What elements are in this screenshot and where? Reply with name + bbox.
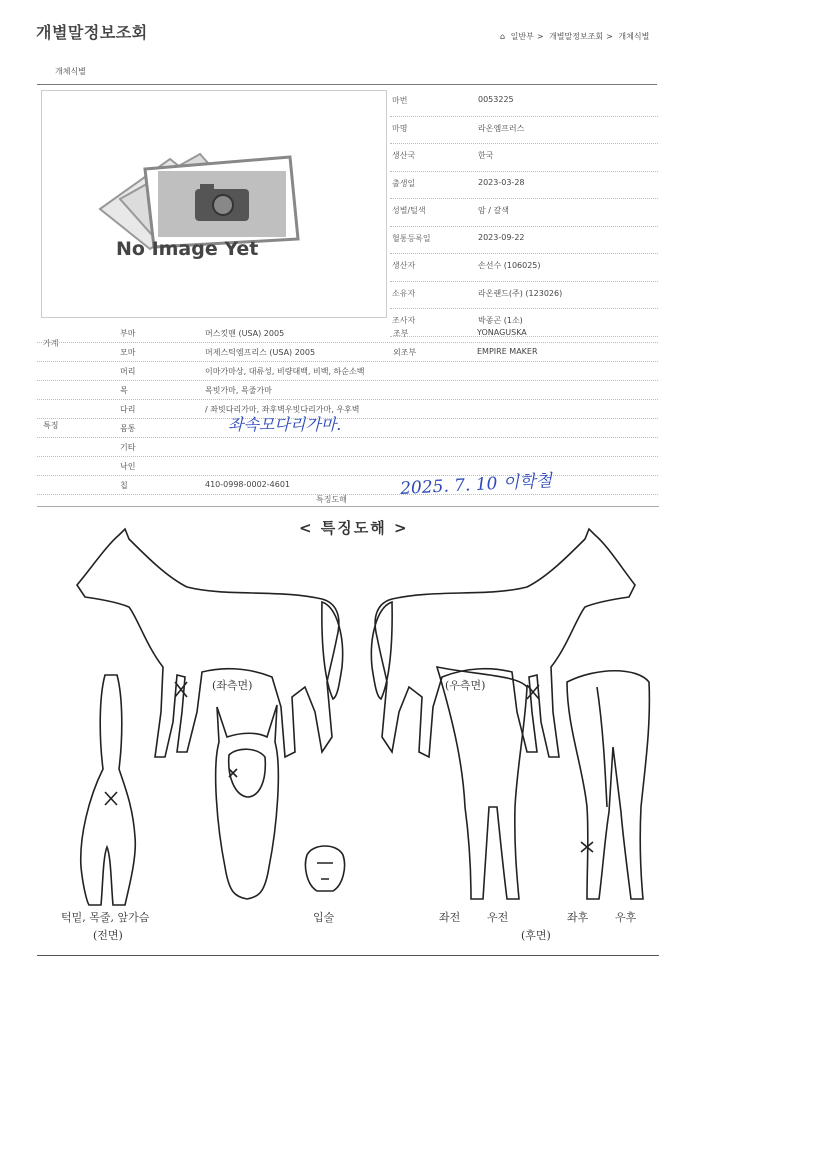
info-label: 출생일 <box>392 178 416 188</box>
page-title: 개별말정보조회 <box>36 23 148 42</box>
handwritten-note: 좌속모다리가마. <box>228 415 342 434</box>
label-left-side: (좌측면) <box>212 679 253 692</box>
muzzle-outline <box>305 846 344 891</box>
info-row <box>390 227 658 255</box>
feature-label: 머리 <box>120 367 136 376</box>
info-label: 소유자 <box>392 288 416 298</box>
horse-info-table <box>390 89 658 337</box>
breadcrumb-item[interactable]: 개별말정보조회 <box>549 32 604 41</box>
info-value: 2023-03-28 <box>478 177 525 187</box>
feature-label: 낙인 <box>120 462 136 471</box>
pedigree-value: 머스킷맨 (USA) 2005 <box>205 329 285 338</box>
pedigree-label: 조부 <box>393 329 409 338</box>
info-value: 암 / 갈색 <box>478 206 509 215</box>
feature-row <box>37 476 658 495</box>
info-label: 마번 <box>392 96 408 105</box>
feature-value: / 좌빗다리가마, 좌후벽우빗다리가마, 우후벽 <box>205 405 360 414</box>
info-label: 생산자 <box>392 261 416 270</box>
feature-row <box>37 419 658 438</box>
diagram-title: < 특징도해 > <box>299 519 409 537</box>
label-front-left: 좌전 <box>439 911 461 924</box>
pedigree-feature-table <box>37 324 658 495</box>
pedigree-row <box>37 343 658 362</box>
info-row <box>390 117 658 145</box>
info-label: 성별/털색 <box>392 206 426 215</box>
feature-value: 410-0998-0002-4601 <box>205 480 291 489</box>
no-image-icon <box>42 91 388 319</box>
label-muzzle: 입술 <box>313 911 335 924</box>
label-front-view: (전면) <box>93 929 123 942</box>
feature-label: 기타 <box>120 443 136 452</box>
feature-label: 칩 <box>120 481 128 490</box>
feature-diagram <box>37 506 659 956</box>
info-row <box>390 254 658 282</box>
horse-photo <box>41 90 387 318</box>
rear-view-outline <box>567 671 649 899</box>
breadcrumb: ⌂ 일반부 > 개별말정보조회 > 개체식별 <box>500 32 650 41</box>
breadcrumb-item[interactable]: 일반부 <box>510 32 534 41</box>
pedigree-value: 머제스틱엠프리스 (USA) 2005 <box>205 348 316 357</box>
info-label: 혈통등록일 <box>392 233 431 243</box>
diagram-section-label: 특징도해 <box>316 495 347 504</box>
feature-label: 다리 <box>120 405 136 414</box>
label-front-right: 우전 <box>487 911 509 924</box>
pedigree-label: 부마 <box>120 329 136 338</box>
info-label: 생산국 <box>392 151 416 160</box>
tab-identification[interactable]: 개체식별 <box>55 67 86 76</box>
feature-row <box>37 381 658 400</box>
pedigree-section-label: 가계 <box>43 339 59 348</box>
info-row <box>390 89 658 117</box>
breadcrumb-item: 개체식별 <box>618 32 650 41</box>
pedigree-row <box>37 324 658 343</box>
info-value: 라온랜드(주) (123026) <box>478 288 563 298</box>
home-icon[interactable]: ⌂ <box>500 32 506 41</box>
feature-row <box>37 438 658 457</box>
info-value: 손선수 (106025) <box>478 261 541 270</box>
info-value: 박종곤 (1소) <box>478 316 523 325</box>
right-side-horse-outline <box>371 529 635 757</box>
front-legs-outline <box>437 667 527 899</box>
feature-value: 목빗가마, 목줄가마 <box>205 386 272 395</box>
info-row <box>390 172 658 200</box>
pedigree-value: EMPIRE MAKER <box>477 347 538 356</box>
divider <box>37 84 657 85</box>
info-row <box>390 144 658 172</box>
info-value: 0053225 <box>478 95 514 104</box>
handwritten-date-signature: 2025. 7. 10 이학철 <box>399 471 553 499</box>
info-label: 마명 <box>392 123 408 133</box>
label-rear-right: 우후 <box>615 911 637 924</box>
feature-row <box>37 362 658 381</box>
info-row <box>390 282 658 310</box>
feature-value: 이마가마상, 대류성, 비량대백, 비백, 하순소백 <box>205 367 365 376</box>
left-side-horse-outline <box>77 529 343 757</box>
label-rear-left: 좌후 <box>567 911 589 924</box>
pedigree-value: YONAGUSKA <box>477 328 527 337</box>
pedigree-label: 모마 <box>120 348 136 357</box>
info-value: 라온엠프러스 <box>478 123 525 133</box>
info-row <box>390 199 658 227</box>
label-front-parts: 턱밑, 목줄, 앞가슴 <box>61 911 150 924</box>
face-view-outline <box>216 705 279 899</box>
label-rear-view: (후면) <box>521 929 551 942</box>
info-value: 한국 <box>478 151 494 160</box>
label-right-side: (우측면) <box>445 679 486 692</box>
feature-row <box>37 457 658 476</box>
horse-outline-drawing <box>37 507 659 955</box>
info-value: 2023-09-22 <box>478 232 525 242</box>
feature-label: 목 <box>120 386 128 395</box>
front-view-outline <box>81 675 136 905</box>
feature-row <box>37 400 658 419</box>
no-image-text: No Image Yet <box>116 238 259 260</box>
info-label: 조사자 <box>392 316 416 325</box>
feature-label: 몸통 <box>120 424 136 433</box>
features-section-label: 특징 <box>43 421 59 430</box>
pedigree-label: 외조부 <box>393 348 417 357</box>
